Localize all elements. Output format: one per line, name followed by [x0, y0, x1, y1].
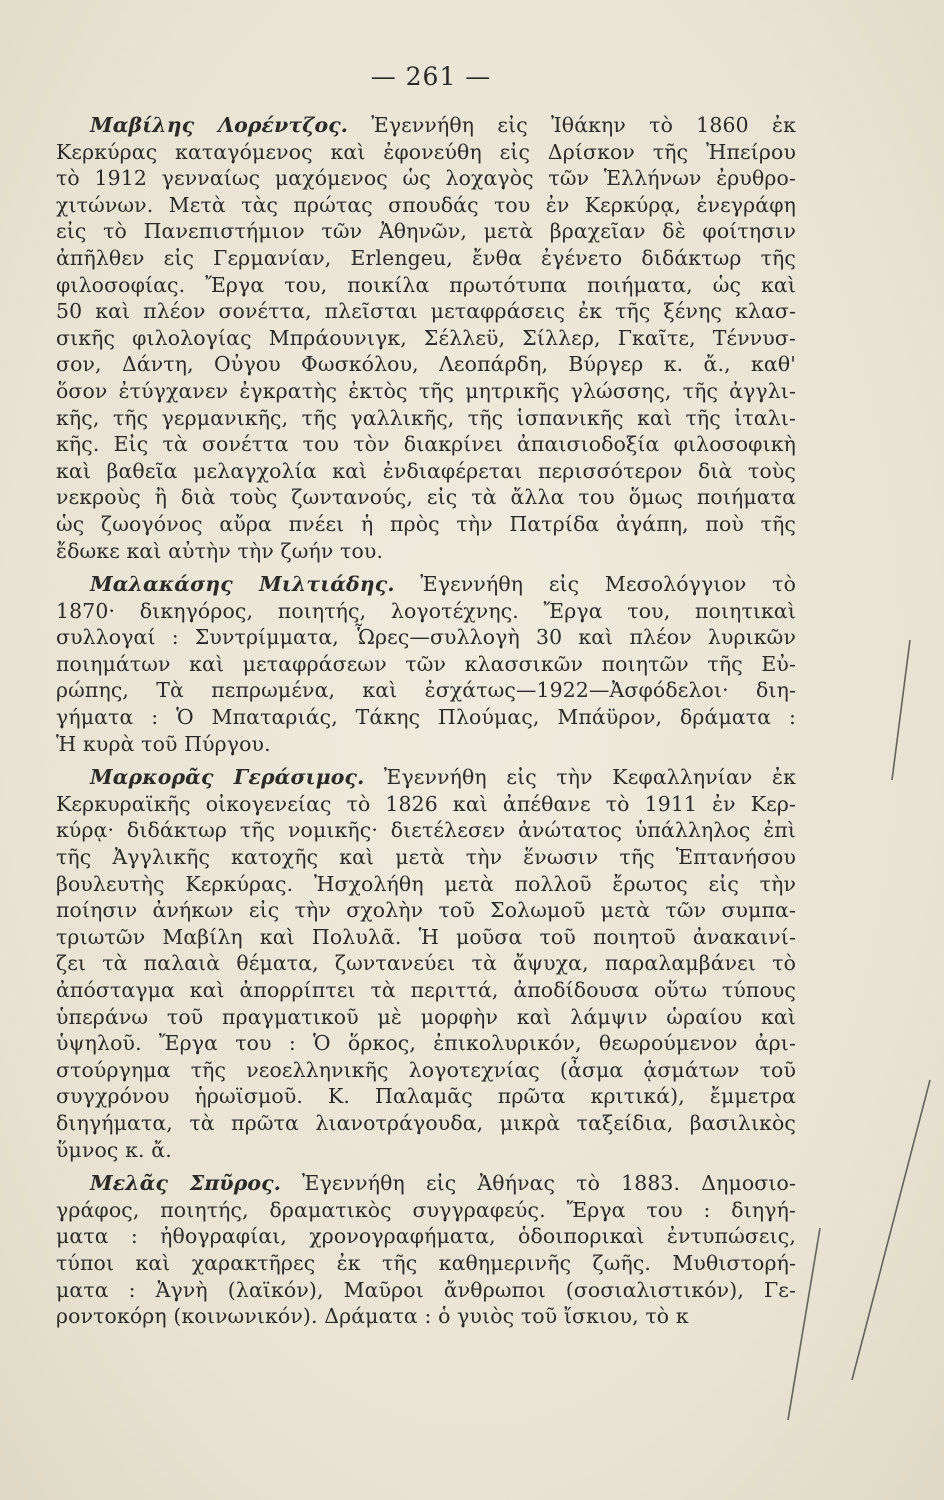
entry-text: Ἐγεννήθη εἰς τὴν Κεφαλληνίαν ἐκ: [364, 765, 796, 790]
entry-text-line: διηγήματα, τὰ πρῶτα λιανοτράγουδα, μικρὰ ταξείδια, βασιλικὸς: [56, 1110, 796, 1135]
page-number: — 261 —: [370, 62, 492, 91]
entry-text-line: 50 καὶ πλέον σονέττα, πλεῖσται μεταφράσεις ἐκ τῆς ξένης κλασ-: [56, 299, 796, 324]
entry-text-line: νεκροὺς ἢ διὰ τοὺς ζωντανούς, εἰς τὰ ἄλλα του ὅμως ποιήματα: [56, 485, 796, 510]
entry-markoras: [56, 764, 796, 1163]
entry-first-line: [56, 764, 796, 791]
entry-text-line: ρώπης, Τὰ πεπρωμένα, καὶ ἐσχάτως—1922—Ἀσφόδελοι· διη-: [56, 678, 796, 703]
entry-text-line: 1870· δικηγόρος, ποιητής, λογοτέχνης. Ἔργα του, ποιητικαὶ: [56, 598, 796, 623]
entry-text: Ἐγεννήθη εἰς Ἀθήνας τὸ 1883. Δημοσιο-: [281, 1171, 796, 1196]
entry-text-line: γράφος, ποιητής, δραματικὸς συγγραφεύς. Ἔργα του : διηγή-: [56, 1197, 796, 1222]
entry-text-line: φιλοσοφίας. Ἔργα του, ποικίλα πρωτότυπα ποιήματα, ὡς καὶ: [56, 272, 796, 297]
entry-text-line: κῆς, τῆς γερμανικῆς, τῆς γαλλικῆς, τῆς ἱσπανικῆς καὶ τῆς ἰταλι-: [56, 405, 796, 430]
entry-mavilis: [56, 112, 796, 564]
entry-first-line: [56, 571, 796, 598]
entry-text-line: συλλογαί : Συντρίμματα, Ὧρες—συλλογὴ 30 καὶ πλέον λυρικῶν: [56, 625, 796, 650]
entry-text-line: τὸ 1912 γενναίως μαχόμενος ὡς λοχαγὸς τῶν Ἑλλήνων ἐρυθρο-: [56, 166, 796, 191]
entry-text-line: στούργημα τῆς νεοελληνικῆς λογοτεχνίας (ἆσμα ᾀσμάτων τοῦ: [56, 1057, 796, 1082]
entry-text-line: κύρᾳ· διδάκτωρ τῆς νομικῆς· διετέλεσεν ἀνώτατος ὑπάλληλος ἐπὶ: [56, 818, 796, 843]
biography-entries: [56, 112, 796, 1337]
entry-text-line: γήματα : Ὁ Μπαταριάς, Τάκης Πλούμας, Μπάϋρον, δράματα :: [56, 705, 796, 730]
entry-melas: [56, 1170, 796, 1330]
entry-name: Μελᾶς Σπῦρος.: [90, 1171, 281, 1196]
entry-text-line: Κερκύρας καταγόμενος καὶ ἐφονεύθη εἰς Δρίσκον τῆς Ἠπείρου: [56, 139, 796, 164]
entry-first-line: [56, 1170, 796, 1197]
entry-text-line: σον, Δάντη, Οὐγου Φωσκόλου, Λεοπάρδη, Βύργερ κ. ἄ., καθ': [56, 352, 796, 377]
entry-text-line: τῆς Ἀγγλικῆς κατοχῆς καὶ μετὰ τὴν ἕνωσιν τῆς Ἑπτανήσου: [56, 845, 796, 870]
entry-text-line: κῆς. Εἰς τὰ σονέττα του τὸν διακρίνει ἀπαισιοδοξία φιλοσοφικὴ: [56, 432, 796, 457]
entry-text-line: εἰς τὸ Πανεπιστήμιον τῶν Ἀθηνῶν, μετὰ βραχεῖαν δὲ φοίτησιν: [56, 219, 796, 244]
entry-name: Μαβίλης Λορέντζος.: [90, 113, 349, 137]
entry-first-line: [56, 112, 796, 139]
entry-text-line: ὡς ζωογόνος αὔρα πνέει ἡ πρὸς τὴν Πατρίδα ἀγάπη, ποὺ τῆς: [56, 511, 796, 536]
entry-text: Ἐγεννήθη εἰς Μεσολόγγιον τὸ: [394, 572, 796, 597]
entry-name: Μαρκορᾶς Γεράσιμος.: [90, 765, 365, 790]
entry-text-line: Κερκυραϊκῆς οἰκογενείας τὸ 1826 καὶ ἀπέθανε τὸ 1911 ἐν Κερ-: [56, 791, 796, 816]
entry-name: Μαλακάσης Μιλτιάδης.: [90, 572, 395, 597]
entry-text-line: ζει τὰ παλαιὰ θέματα, ζωντανεύει τὰ ἄψυχα, παραλαμβάνει τὸ: [56, 951, 796, 976]
entry-text-line: συγχρόνου ἡρωϊσμοῦ. Κ. Παλαμᾶς πρῶτα κριτικά), ἔμμετρα: [56, 1084, 796, 1109]
entry-text-line: ὕμνος κ. ἄ.: [56, 1137, 172, 1162]
entry-text-line: ἀπῆλθεν εἰς Γερμανίαν, Erlengeu, ἔνθα ἐγένετο διδάκτωρ τῆς: [56, 245, 796, 270]
entry-text-line: ποίησιν ἀνήκων εἰς τὴν σχολὴν τοῦ Σολωμοῦ μετὰ τῶν συμπα-: [56, 898, 796, 923]
entry-text-line: ματα : Ἁγνὴ (λαϊκόν), Μαῦροι ἄνθρωποι (σοσιαλιστικόν), Γε-: [56, 1277, 796, 1302]
entry-text-line: ὑπεράνω τοῦ πραγματικοῦ μὲ μορφὴν καὶ λάμψιν ὡραίου καὶ: [56, 1004, 796, 1029]
entry-text-line: ὅσον ἐτύγχανεν ἐγκρατὴς ἐκτὸς τῆς μητρικῆς γλώσσης, τῆς ἀγγλι-: [56, 378, 796, 403]
entry-text-line: ροντοκόρη (κοινωνικόν). Δράματα : ὁ γυιὸς τοῦ ἴσκιου, τὸ κ: [56, 1304, 689, 1329]
entry-malakasis: [56, 571, 796, 757]
entry-text-line: ἔδωκε καὶ αὐτὴν τὴν ζωήν του.: [56, 538, 384, 563]
entry-text-line: ἀπόσταγμα καὶ ἀπορρίπτει τὰ περιττά, ἀποδίδουσα οὕτω τύπους: [56, 978, 796, 1002]
entry-text-line: σικῆς φιλολογίας Μπράουνιγκ, Σέλλεϋ, Σίλλερ, Γκαῖτε, Τέννυσ-: [56, 325, 796, 350]
entry-text-line: βουλευτὴς Κερκύρας. Ἠσχολήθη μετὰ πολλοῦ ἔρωτος εἰς τὴν: [56, 871, 796, 896]
entry-text-line: τύποι καὶ χαρακτῆρες ἐκ τῆς καθημερινῆς ζωῆς. Μυθιστορή-: [56, 1250, 796, 1275]
entry-text-line: ματα : ἠθογραφίαι, χρονογραφήματα, ὁδοιπορικαὶ ἐντυπώσεις,: [56, 1224, 796, 1249]
entry-text-line: τριωτῶν Μαβίλη καὶ Πολυλᾶ. Ἡ μοῦσα τοῦ ποιητοῦ ἀνακαινί-: [56, 924, 796, 949]
entry-text-line: χιτώνων. Μετὰ τὰς πρώτας σπουδάς του ἐν Κερκύρᾳ, ἐνεγράφη: [56, 192, 796, 217]
entry-text-line: ὑψηλοῦ. Ἔργα του : Ὁ ὅρκος, ἐπικολυρικόν, θεωρούμενον ἀρι-: [56, 1031, 796, 1056]
pencil-stroke: [788, 640, 930, 1420]
entry-text-line: καὶ βαθεῖα μελαγχολία καὶ ἐνδιαφέρεται περισσότερον διὰ τοὺς: [56, 458, 796, 483]
entry-text: Ἐγεννήθη εἰς Ἰθάκην τὸ 1860 ἐκ: [348, 113, 796, 137]
entry-text-line: Ἡ κυρὰ τοῦ Πύργου.: [56, 731, 271, 756]
entry-text-line: ποιημάτων καὶ μεταφράσεων τῶν κλασσικῶν ποιητῶν τῆς Εὐ-: [56, 651, 796, 676]
